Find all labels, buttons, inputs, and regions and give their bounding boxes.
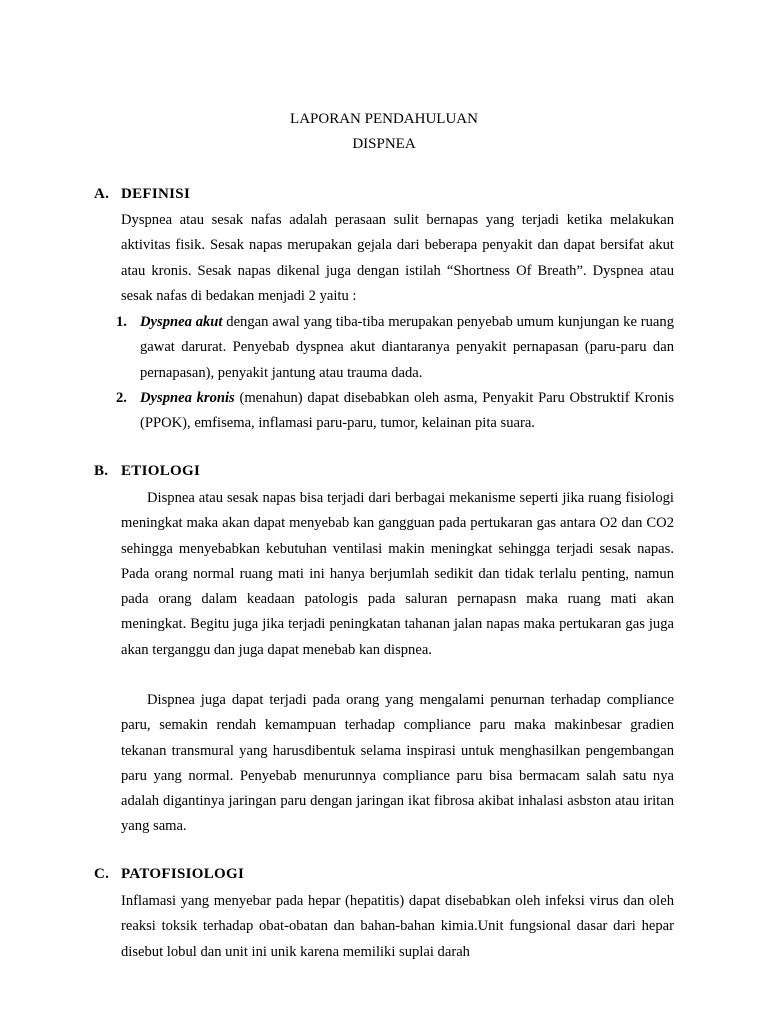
section-c-paragraph: Inflamasi yang menyebar pada hepar (hepatitis) dapat disebabkan oleh infeksi virus dan oleh reaksi toksik terhadap obat-obatan dan bahan-bahan kimia.Unit fungsional dasar dari hepar disebut lobul dan unit ini unik karena memiliki suplai darah bbox=[121, 893, 674, 960]
section-c-heading bbox=[94, 866, 244, 883]
section-b-heading bbox=[94, 463, 200, 480]
section-a-paragraph-text: Dyspnea atau sesak nafas adalah perasaan sulit bernapas yang terjadi ketika melakukan aktivitas fisik. Sesak napas merupakan gejala dari beberapa penyakit dan dapat bersifat akut atau kronis. Sesak napas dikenal juga dengan istilah “Shortness Of Breath”. Dyspnea atau sesak nafas di bedakan menjadi 2 yaitu : bbox=[121, 212, 674, 304]
dyspnea-types-list bbox=[116, 310, 674, 436]
section-a-heading bbox=[94, 186, 190, 203]
section-a-letter: A. bbox=[94, 186, 110, 202]
list-item bbox=[116, 310, 674, 386]
section-b-paragraph-1: Dispnea atau sesak napas bisa terjadi dari berbagai mekanisme seperti jika ruang fisiologi meningkat maka akan dapat menyebab kan gangguan pada pertukaran gas antara O2 dan CO2 sehingga menyebabkan kebutuhan ventilasi makin meningkat sehingga terjadi sesak napas. Pada orang normal ruang mati ini hanya berjumlah sedikit dan tidak terlalu penting, namun pada orang dalam keadaan patologis pada saluran pernapasn maka ruang mati akan meningkat. Begitu juga jika terjadi peningkatan tahanan jalan napas maka pertukaran gas juga akan terganggu dan juga dapat menebab kan dispnea. bbox=[121, 490, 674, 658]
section-a-title: DEFINISI bbox=[121, 186, 191, 202]
section-c-title: PATOFISIOLOGI bbox=[121, 866, 245, 882]
section-c-letter: C. bbox=[94, 866, 110, 882]
document-title: LAPORAN PENDAHULUAN bbox=[290, 111, 478, 127]
document-subtitle: DISPNEA bbox=[352, 136, 416, 152]
list-item-term: Dyspnea akut bbox=[140, 314, 223, 330]
section-b-title: ETIOLOGI bbox=[121, 463, 201, 479]
list-item-number: 2. bbox=[116, 389, 127, 406]
list-item bbox=[116, 386, 674, 437]
list-item-text: dengan awal yang tiba-tiba merupakan penyebab umum kunjungan ke ruang gawat darurat. Penyebab dyspnea akut diantaranya penyakit pernapasan (paru-paru dan pernapasan), penyakit jantung atau trauma dada. bbox=[140, 314, 674, 381]
section-a-paragraph bbox=[121, 208, 674, 309]
section-b-letter: B. bbox=[94, 463, 109, 479]
list-item-text: (menahun) dapat disebabkan oleh asma, Penyakit Paru Obstruktif Kronis (PPOK), emfisema, inflamasi paru-paru, tumor, kelainan pita suara. bbox=[140, 389, 674, 432]
section-b-paragraph-2: Dispnea juga dapat terjadi pada orang yang mengalami penurnan terhadap compliance paru, semakin rendah kemampuan terhadap compliance paru maka makinbesar gradien tekanan transmural yang harusdibentuk selama inspirasi untuk menghasilkan pengembangan paru yang normal. Penyebab menurunnya compliance paru bisa bermacam salah satu nya adalah digantinya jaringan paru dengan jaringan ikat fibrosa akibat inhalasi asbston atau iritan yang sama. bbox=[121, 692, 674, 835]
list-item-term: Dyspnea kronis bbox=[140, 389, 235, 406]
list-item-number: 1. bbox=[116, 314, 127, 330]
